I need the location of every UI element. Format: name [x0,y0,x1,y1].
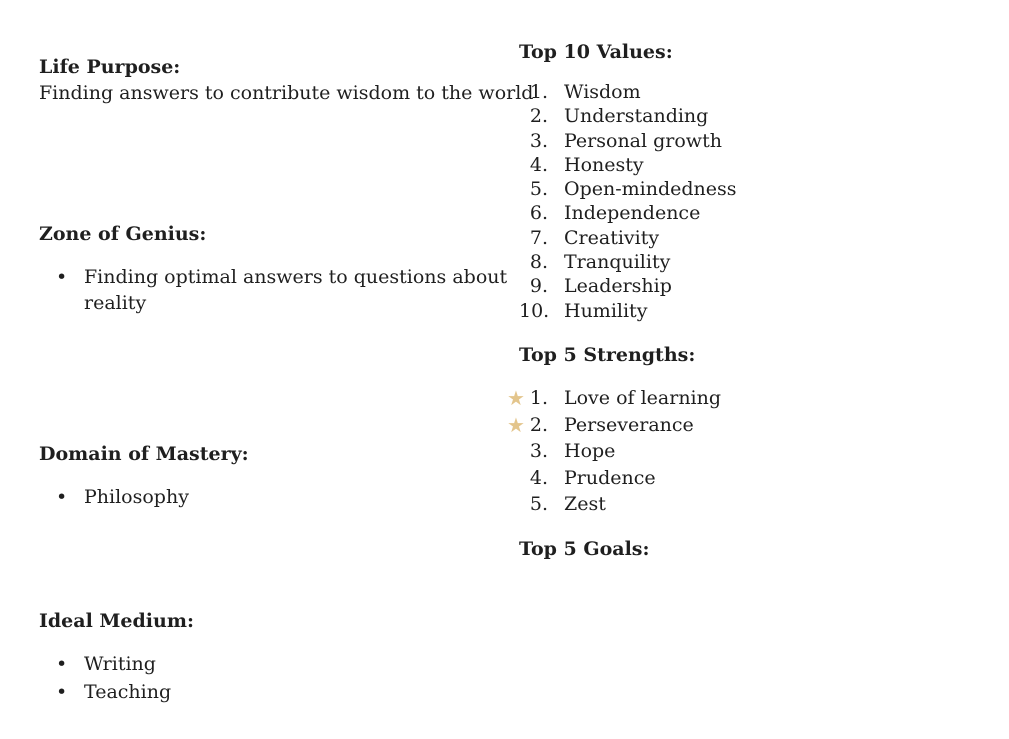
item-number: 10. [519,299,550,322]
ideal-medium-list [39,651,171,705]
item-number: 8. [529,251,548,274]
ideal-medium-item: Writing [84,653,156,675]
item-number: 5. [529,178,548,201]
zone-of-genius-list [39,264,507,316]
star-icon: ★ [507,386,525,410]
bullet-icon: • [56,653,68,675]
life-purpose-heading: Life Purpose: [39,56,181,78]
top-strengths-heading: Top 5 Strengths: [519,344,696,366]
value-item: Tranquility [564,251,671,274]
item-number: 2. [529,105,548,128]
item-number: 9. [529,275,548,298]
item-number: 3. [529,129,548,152]
list-item [39,484,189,510]
life-purpose-text: Finding answers to contribute wisdom to the world [39,82,534,104]
value-item: Creativity [564,226,660,249]
top-goals-heading: Top 5 Goals: [519,538,650,560]
domain-of-mastery-heading: Domain of Mastery: [39,443,249,465]
list-item [39,651,171,679]
item-number: 1. [529,387,548,409]
top-values-heading: Top 10 Values: [519,41,673,63]
ideal-medium-heading: Ideal Medium: [39,610,194,632]
item-number: 4. [529,466,548,489]
item-number: 5. [529,493,548,516]
item-number: 4. [529,153,548,176]
value-item: Open-mindedness [564,178,737,201]
value-item: Understanding [564,105,709,128]
ideal-medium-item: Teaching [84,681,172,703]
zone-of-genius-item-line-1: Finding optimal answers to questions about [84,266,508,288]
value-item: Leadership [564,275,672,298]
item-number: 3. [529,440,548,463]
strength-item: Zest [564,493,606,516]
domain-of-mastery-list [39,484,189,510]
value-item: Humility [564,299,648,322]
strength-item: Perseverance [564,413,694,436]
star-icon: ★ [507,412,525,437]
bullet-icon: • [56,486,68,508]
value-item: Honesty [564,153,644,176]
strength-item: Hope [564,440,616,463]
item-number: 7. [529,226,548,249]
bullet-icon: • [56,681,68,703]
value-item: Independence [564,202,701,225]
domain-of-mastery-item: Philosophy [84,486,189,508]
item-number: 2. [529,413,548,436]
strength-item: Prudence [564,466,656,489]
item-number: 1. [529,81,548,103]
list-item [39,679,171,705]
item-number: 6. [529,202,548,225]
bullet-icon: • [56,266,68,288]
list-item [39,264,507,316]
zone-of-genius-item-line-2: reality [84,292,147,314]
value-item: Personal growth [564,129,722,152]
strength-item: Love of learning [564,387,722,409]
zone-of-genius-heading: Zone of Genius: [39,223,207,245]
value-item: Wisdom [564,81,641,103]
